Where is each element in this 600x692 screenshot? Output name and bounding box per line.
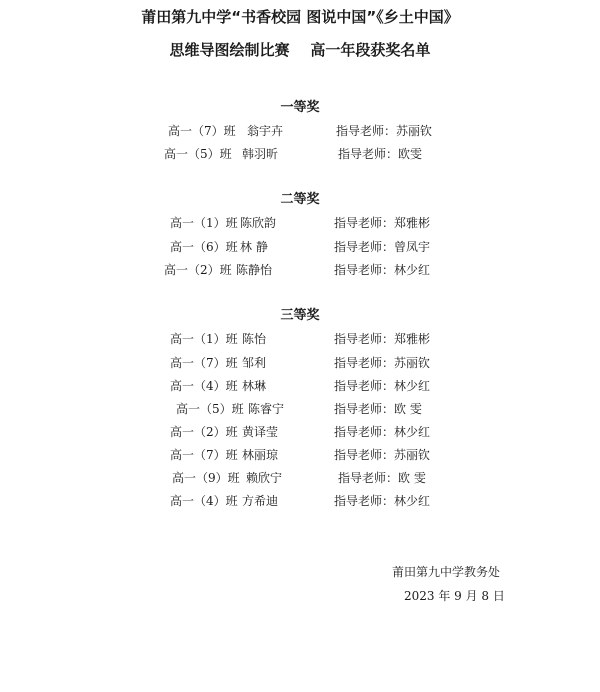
class-label: 高一（5）班	[176, 402, 244, 416]
class-label: 高一（1）班	[170, 332, 238, 346]
list-item	[0, 214, 600, 232]
teacher-label: 指导老师：林少红	[334, 379, 431, 393]
teacher-label: 指导老师：苏丽钦	[334, 356, 431, 370]
list-item	[0, 400, 600, 418]
teacher-label: 指导老师：欧 雯	[334, 402, 422, 416]
footer-date: 2023 年 9 月 8 日	[404, 589, 505, 603]
class-label: 高一（6）班	[170, 240, 238, 254]
student-name: 林琳	[242, 379, 267, 393]
student-name: 黄译莹	[242, 425, 279, 439]
student-name: 林 静	[240, 240, 268, 254]
list-item	[0, 469, 600, 487]
teacher-label: 指导老师：曾凤宇	[334, 240, 431, 254]
teacher-label: 指导老师：欧 雯	[338, 471, 426, 485]
teacher-label: 指导老师：林少红	[334, 494, 431, 508]
class-label: 高一（7）班	[168, 124, 236, 138]
student-name: 陈睿宁	[248, 402, 285, 416]
teacher-label: 指导老师：郑雅彬	[334, 332, 431, 346]
student-name: 林丽琼	[242, 448, 279, 462]
class-label: 高一（4）班	[170, 379, 238, 393]
teacher-label: 指导老师：林少红	[334, 425, 431, 439]
section-heading-first-prize: 一等奖	[280, 100, 320, 115]
student-name: 陈怡	[242, 332, 267, 346]
student-name: 陈欣韵	[240, 216, 277, 230]
list-item	[0, 423, 600, 441]
section-heading-third-prize: 三等奖	[280, 308, 320, 323]
teacher-label: 指导老师：林少红	[334, 263, 431, 277]
list-item	[0, 354, 600, 372]
teacher-label: 指导老师：欧雯	[338, 147, 423, 161]
list-item	[0, 330, 600, 348]
student-name: 赖欣宁	[246, 471, 283, 485]
student-name: 韩羽昕	[242, 147, 279, 161]
list-item	[0, 261, 600, 279]
class-label: 高一（1）班	[170, 216, 238, 230]
student-name: 方希迪	[242, 494, 279, 508]
list-item	[0, 492, 600, 510]
list-item	[0, 122, 600, 140]
class-label: 高一（7）班	[170, 356, 238, 370]
list-item	[0, 377, 600, 395]
teacher-label: 指导老师：苏丽钦	[336, 124, 433, 138]
student-name: 翁宇卉	[247, 124, 284, 138]
footer-organization: 莆田第九中学教务处	[392, 565, 501, 579]
class-label: 高一（2）班	[164, 263, 232, 277]
teacher-label: 指导老师：郑雅彬	[334, 216, 431, 230]
list-item	[0, 446, 600, 464]
student-name: 邹利	[242, 356, 267, 370]
class-label: 高一（4）班	[170, 494, 238, 508]
class-label: 高一（2）班	[170, 425, 238, 439]
document-title-line-2: 思维导图绘制比赛 高一年段获奖名单	[169, 41, 431, 59]
student-name: 陈静怡	[236, 263, 273, 277]
class-label: 高一（9）班	[172, 471, 240, 485]
teacher-label: 指导老师：苏丽钦	[334, 448, 431, 462]
list-item	[0, 238, 600, 256]
section-heading-second-prize: 二等奖	[280, 192, 320, 207]
list-item	[0, 145, 600, 163]
document-title-line-1: 莆田第九中学“书香校园 图说中国”《乡土中国》	[141, 8, 459, 26]
class-label: 高一（7）班	[170, 448, 238, 462]
class-label: 高一（5）班	[164, 147, 232, 161]
